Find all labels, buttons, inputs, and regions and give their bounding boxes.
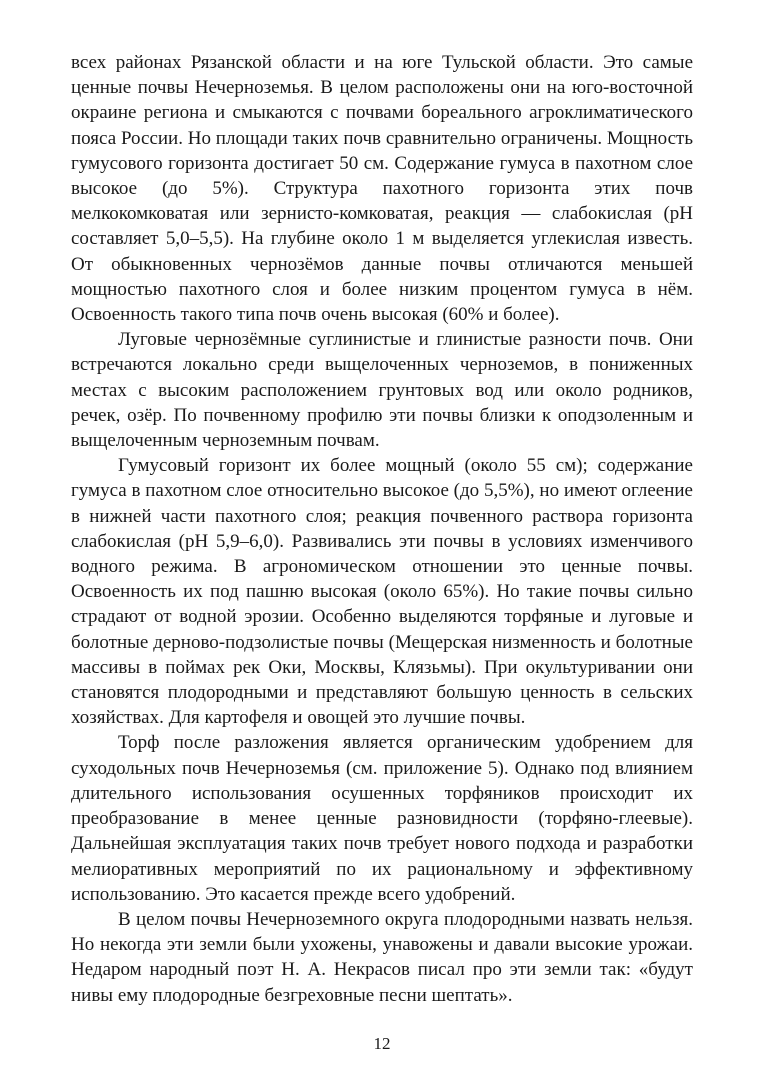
paragraph-3: Гумусовый горизонт их более мощный (около 55 см); содержание гумуса в пахотном слое относительно высокое (до 5,5%), но имеют оглеение в нижней части пахотного слоя; реакция почвенного раствора горизонта слабокислая (рН 5,9–6,0). Развивались эти почвы в условиях изменчивого водного режима. В агрономическом отношении это ценные почвы. Освоенность их под пашню высокая (около 65%). Но такие почвы сильно страдают от водной эрозии. Особенно выделяются торфяные и луговые и болотные дерново-подзолистые почвы (Мещерская низменность и болотные массивы в поймах рек Оки, Москвы, Клязьмы). При окультуривании они становятся плодородными и представляют большую ценность в сельских хозяйствах. Для картофеля и овощей это лучшие почвы. xyxy=(71,455,693,729)
page-body xyxy=(71,50,693,1008)
paragraph-4: Торф после разложения является органическим удобрением для суходольных почв Нечерноземья (см. приложение 5). Однако под влиянием длительного использования осушенных торфяников происходит их преобразование в менее ценные разновидности (торфяно-глеевые). Дальнейшая эксплуатация таких почв требует нового подхода и разработки мелиоративных мероприятий по их рациональному и эффективному использованию. Это касается прежде всего удобрений. xyxy=(71,732,693,905)
paragraph-2: Луговые чернозёмные суглинистые и глинистые разности почв. Они встречаются локально среди выщелоченных черноземов, в пониженных местах с высоким расположением грунтовых вод или около родников, речек, озёр. По почвенному профилю эти почвы близки к оподзоленным и выщелоченным черноземным почвам. xyxy=(71,329,693,452)
paragraph-1: всех районах Рязанской области и на юге Тульской области. Это самые ценные почвы Нечерноземья. В целом расположены они на юго-восточной окраине региона и смыкаются с почвами бореального агроклиматического пояса России. Но площади таких почв сравнительно ограничены. Мощность гумусового горизонта достигает 50 см. Содержание гумуса в пахотном слое высокое (до 5%). Структура пахотного горизонта этих почв мелкокомковатая или зернисто-комковатая, реакция — слабокислая (рН составляет 5,0–5,5). На глубине около 1 м выделяется углекислая известь. От обыкновенных чернозёмов данные почвы отличаются меньшей мощностью пахотного слоя и более низким процентом гумуса в нём. Освоенность такого типа почв очень высокая (60% и более). xyxy=(71,52,693,326)
paragraph-5: В целом почвы Нечерноземного округа плодородными назвать нельзя. Но некогда эти земли были ухожены, унавожены и давали высокие урожаи. Недаром народный поэт Н. А. Некрасов писал про эти земли так: «будут нивы ему плодородные безгреховные песни шептать». xyxy=(71,908,693,1006)
page-number: 12 xyxy=(373,1034,391,1053)
